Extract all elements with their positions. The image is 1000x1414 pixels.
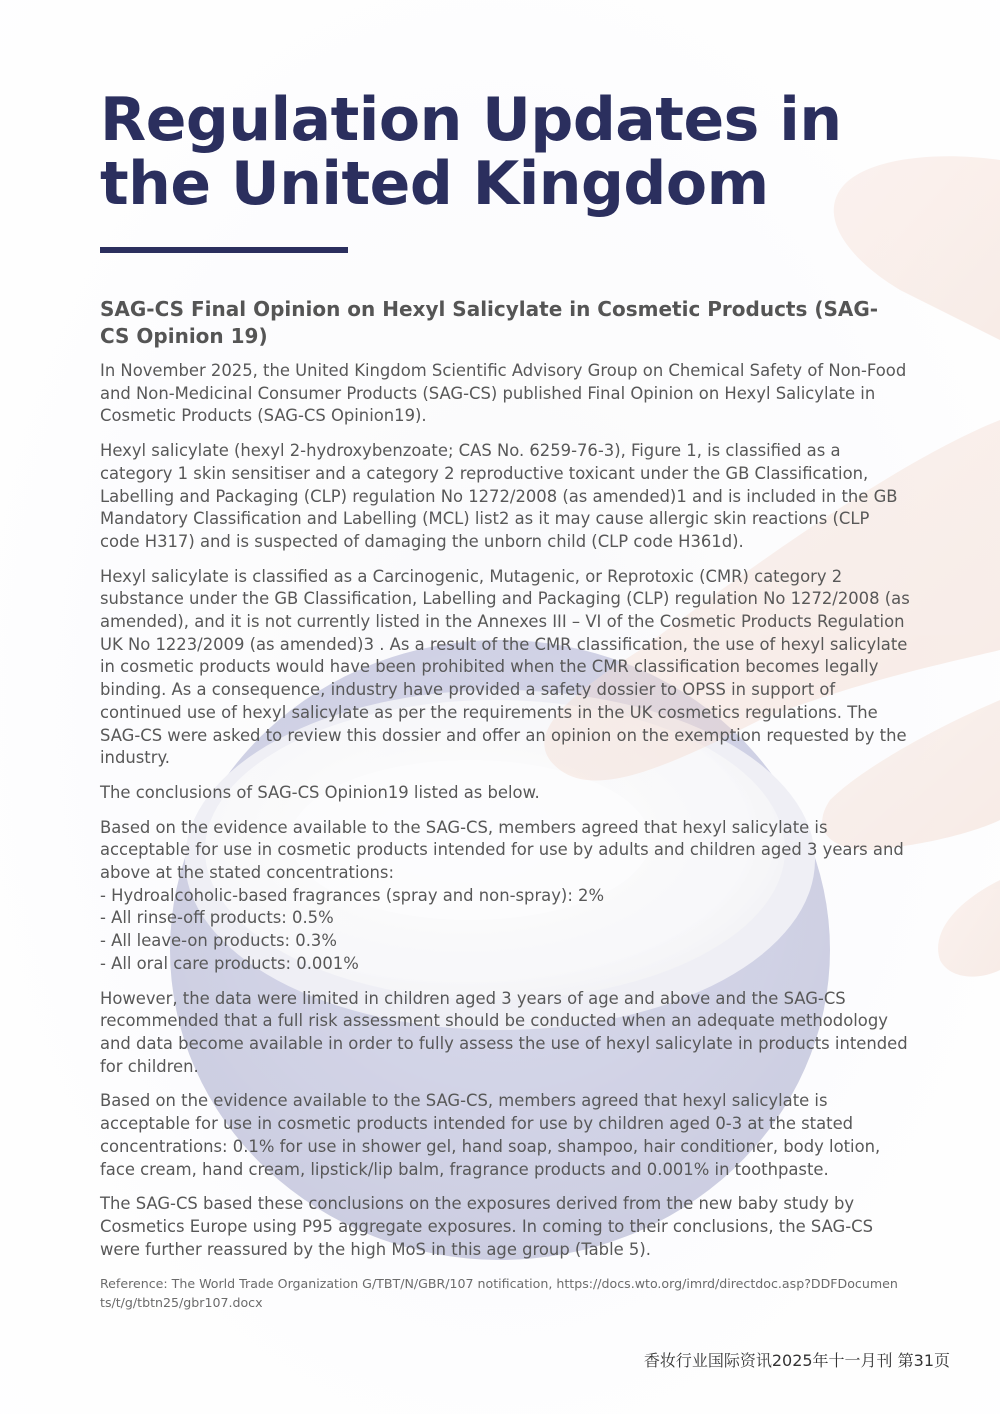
paragraph-exposure-basis: The SAG-CS based these conclusions on the exposures derived from the new baby study by Cosmetics Europe using P95 aggregate exposures. In coming to their conclusions, the SAG-CS were further reassured by the high MoS in this age group (Table 5). [100,1194,873,1259]
article-body [100,360,912,1273]
list-item: - All rinse-off products: 0.5% [100,908,334,928]
paragraph-children-limitation: However, the data were limited in children aged 3 years of age and above and the SAG-CS recommended that a full risk assessment should be conducted when an adequate methodology and data become available in order to fully assess the use of hexyl salicylate in products intended for children. [100,988,908,1076]
paragraph-intro: In November 2025, the United Kingdom Scientific Advisory Group on Chemical Safety of Non-Food and Non-Medicinal Consumer Products (SAG-CS) published Final Opinion on Hexyl Salicylate in Cosmetic Products (SAG-CS Opinion19). [100,361,907,426]
list-item: - All oral care products: 0.001% [100,953,359,973]
title-underline-divider [100,247,348,253]
paragraph-conclusions-intro: The conclusions of SAG-CS Opinion19 listed as below. [100,782,540,802]
list-item: - All leave-on products: 0.3% [100,931,337,951]
page-title: Regulation Updates in the United Kingdom [100,85,842,219]
page-footer: 香妆行业国际资讯2025年十一月刊 第31页 [643,1351,950,1370]
paragraph-classification: Hexyl salicylate (hexyl 2-hydroxybenzoate; CAS No. 6259-76-3), Figure 1, is classified as a category 1 skin sensitiser and a category 2 reproductive toxicant under the GB Classification, Labelling and Packaging (CLP) regulation No 1272/2008 (as amended)1 and is included in the GB Mandatory Classification and Labelling (MCL) list2 as it may cause allergic skin reactions (CLP code H317) and is suspected of damaging the unborn child (CLP code H361d). [100,441,898,551]
paragraph-cmr: Hexyl salicylate is classified as a Carcinogenic, Mutagenic, or Reprotoxic (CMR) category 2 substance under the GB Classification, Labelling and Packaging (CLP) regulation No 1272/2008 (as amended), and it is not currently listed in the Annexes III – VI of the Cosmetic Products Regulation UK No 1223/2009 (as amended)3 . As a result of the CMR classification, the use of hexyl salicylate in cosmetic products would have been prohibited when the CMR classification becomes legally binding. As a consequence, industry have provided a safety dossier to OPSS in support of continued use of hexyl salicylate as per the requirements in the UK cosmetics regulations. The SAG-CS were asked to review this dossier and offer an opinion on the exemption requested by the industry. [100,566,910,768]
list-item: - Hydroalcoholic-based fragrances (spray and non-spray): 2% [100,885,605,905]
section-heading: SAG-CS Final Opinion on Hexyl Salicylate in Cosmetic Products (SAG-CS Opinion 19) [100,297,879,348]
concentrations-block [100,817,912,976]
reference-note: Reference: The World Trade Organization G/TBT/N/GBR/107 notification, https://docs.wto.org/imrd/directdoc.asp?DDFDocuments/t/g/tbtn25/gbr107.docx [100,1276,898,1310]
paragraph-children-0-3: Based on the evidence available to the SAG-CS, members agreed that hexyl salicylate is acceptable for use in cosmetic products intended for use by children aged 0-3 at the stated concentrations: 0.1% for use in shower gel, hand soap, shampoo, hair conditioner, body lotion, face cream, hand cream, lipstick/lip balm, fragrance products and 0.001% in toothpaste. [100,1091,881,1179]
paragraph-adults-acceptable: Based on the evidence available to the SAG-CS, members agreed that hexyl salicylate is acceptable for use in cosmetic products intended for use by adults and children aged 3 years and above at the stated concentrations: [100,817,904,883]
